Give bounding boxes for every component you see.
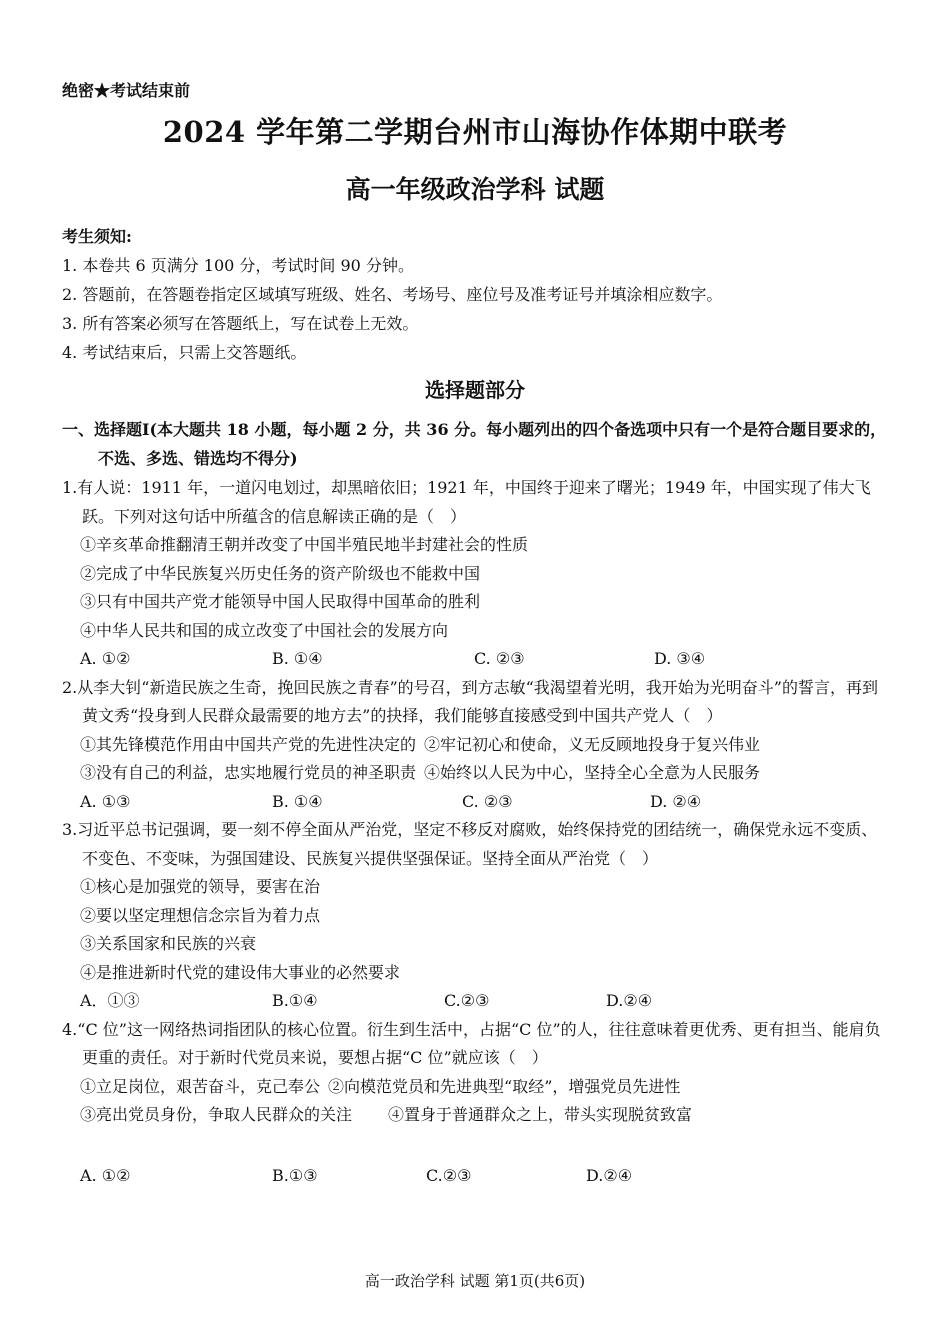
statement: ④始终以人民为中心，坚持全心全意为人民服务 [424, 763, 761, 782]
statement-row [62, 1101, 892, 1130]
option-b: B.①③ [272, 1165, 318, 1185]
statement: ①辛亥革命推翻清王朝并改变了中国半殖民地半封建社会的性质 [80, 535, 529, 554]
option-a: A. ①② [80, 1165, 131, 1185]
statement-row [62, 1073, 892, 1102]
statement: ④中华人民共和国的成立改变了中国社会的发展方向 [80, 620, 449, 640]
question-stem: 2.从李大钊“新造民族之生奇，挽回民族之青春”的号召，到方志敏“我渴望着光明，我开始为光明奋斗”的誓言，再到黄文秀“投身到人民群众最需要的地方去”的抉择，我们能够直接感受到中国共产党人（ ） [62, 677, 878, 725]
statement: ③亮出党员身份，争取人民群众的关注 [80, 1105, 353, 1124]
option-a: A. ①③ [80, 791, 131, 811]
option-a: A. ①② [80, 649, 131, 668]
notice-item: 2. 答题前，在答题卷指定区域填写班级、姓名、考场号、座位号及准考证号并填涂相应数字。 [62, 285, 723, 304]
statement: ③关系国家和民族的兴衰 [80, 934, 257, 953]
question-3 [62, 816, 892, 1016]
option-c: C. ②③ [462, 791, 513, 811]
question-2 [62, 674, 892, 817]
statement: ②向模范党员和先进典型“取经”，增强党员先进性 [328, 1076, 681, 1096]
part-heading: 一、选择题Ⅰ(本大题共 18 小题，每小题 2 分，共 36 分。每小题列出的四个备选项中只有一个是符合题目要求的，不选、多选、错选均不得分) [62, 420, 887, 468]
candidate-notice [62, 222, 902, 367]
statement: ③没有自己的利益，忠实地履行党员的神圣职责 [80, 763, 417, 782]
question-stem: 3.习近平总书记强调，要一刻不停全面从严治党，坚定不移反对腐败，始终保持党的团结统一，确保党永远不变质、不变色、不变味，为强国建设、民族复兴提供坚强保证。坚持全面从严治党（ ） [62, 820, 878, 868]
notice-heading: 考生须知: [62, 227, 132, 246]
question-list [62, 474, 892, 1190]
option-c: C.②③ [444, 991, 490, 1010]
notice-item: 4. 考试结束后，只需上交答题纸。 [62, 343, 307, 362]
statement: ④是推进新时代党的建设伟大事业的必然要求 [80, 962, 401, 982]
notice-item: 3. 所有答案必须写在答题纸上，写在试卷上无效。 [62, 314, 419, 333]
option-d: D. ③④ [654, 649, 706, 668]
statement: ①核心是加强党的领导，要害在治 [80, 877, 321, 896]
spacer [62, 1130, 892, 1162]
notice-item: 1. 本卷共 6 页满分 100 分，考试时间 90 分钟。 [62, 256, 414, 275]
option-b: B. ①④ [272, 649, 323, 668]
answer-options [62, 788, 892, 817]
statement: ④置身于普通群众之上，带头实现脱贫致富 [388, 1105, 693, 1124]
confidential-mark: 绝密★考试结束前 [62, 81, 191, 100]
page-footer: 高一政治学科 试题 第1页(共6页) [364, 1272, 586, 1290]
option-b: B. ①④ [272, 791, 323, 811]
statement: ②牢记初心和使命，义无反顾地投身于复兴伟业 [424, 734, 761, 754]
option-c: C. ②③ [474, 649, 525, 668]
option-d: D.②④ [606, 991, 653, 1010]
statement: ①其先锋模范作用由中国共产党的先进性决定的 [80, 734, 417, 754]
statement: ③只有中国共产党才能领导中国人民取得中国革命的胜利 [80, 592, 481, 611]
statement-row [62, 731, 892, 760]
statement: ②完成了中华民族复兴历史任务的资产阶级也不能救中国 [80, 563, 481, 583]
option-c: C.②③ [426, 1165, 472, 1185]
answer-options [62, 1162, 892, 1191]
question-4 [62, 1016, 892, 1191]
statement: ①立足岗位，艰苦奋斗，克己奉公 [80, 1076, 321, 1096]
exam-subtitle: 高一年级政治学科 试题 [345, 175, 605, 204]
question-1 [62, 474, 892, 674]
option-b: B.①④ [272, 991, 318, 1010]
question-stem: 1.有人说：1911 年，一道闪电划过，却黑暗依旧；1921 年，中国终于迎来了曙光；1949 年，中国实现了伟大飞跃。下列对这句话中所蕴含的信息解读正确的是（ ） [62, 478, 871, 526]
answer-options [62, 987, 892, 1016]
option-d: D.②④ [586, 1165, 633, 1185]
section-title: 选择题部分 [425, 378, 525, 402]
option-d: D. ②④ [650, 791, 702, 811]
option-a: A．①③ [80, 991, 140, 1010]
question-stem: 4.“C 位”这一网络热词指团队的核心位置。衍生到生活中，占据“C 位”的人，往往意味着更优秀、更有担当、能肩负更重的责任。对于新时代党员来说，要想占据“C 位”就应该（ ） [62, 1019, 881, 1067]
exam-title: 2024 学年第二学期台州市山海协作体期中联考 [162, 115, 788, 149]
answer-options [62, 645, 892, 674]
statement: ②要以坚定理想信念宗旨为着力点 [80, 905, 321, 925]
statement-row [62, 759, 892, 788]
